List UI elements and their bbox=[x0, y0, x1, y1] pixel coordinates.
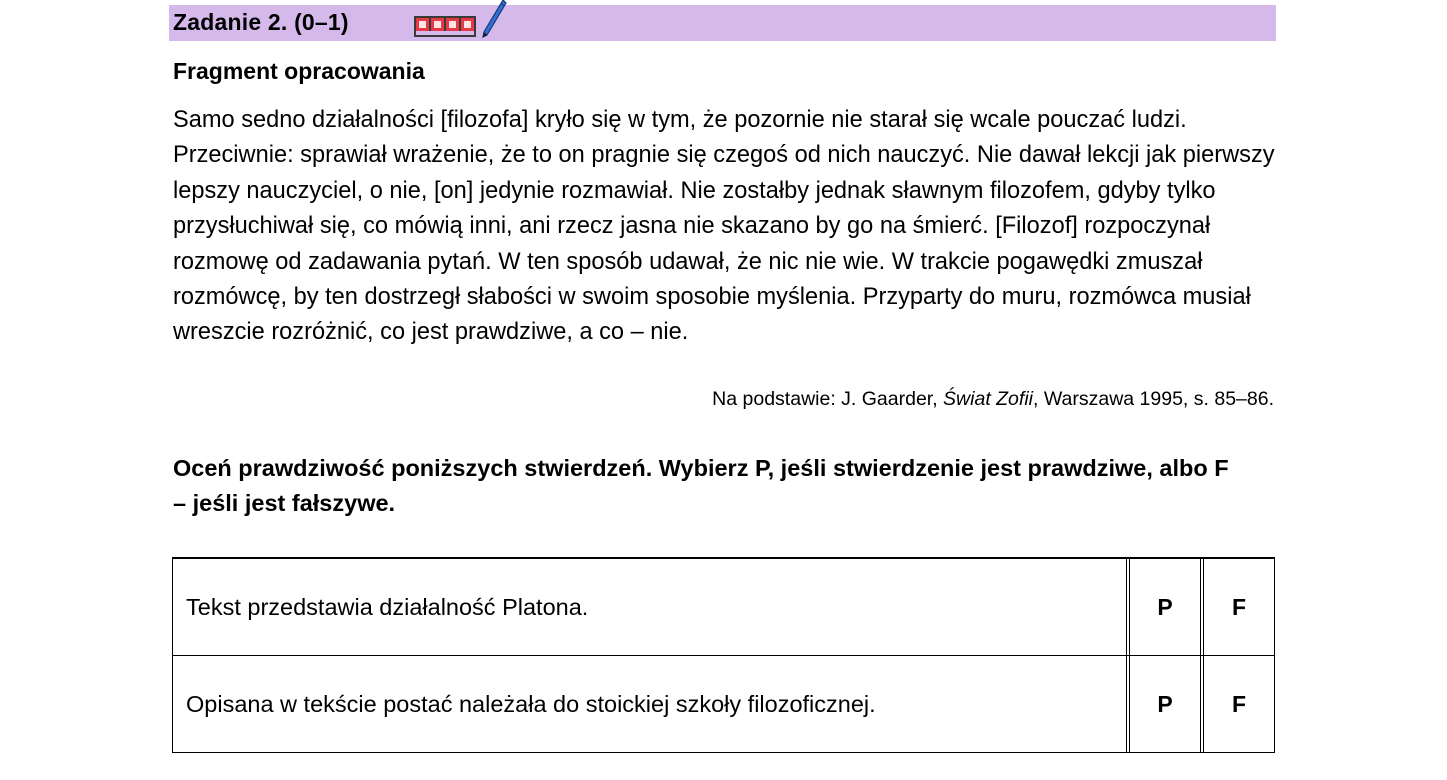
table-row bbox=[172, 656, 1275, 753]
score-box bbox=[446, 18, 461, 31]
source-citation bbox=[712, 388, 1274, 411]
false-option-2[interactable]: F bbox=[1203, 656, 1275, 753]
score-box bbox=[461, 18, 474, 31]
pen-icon bbox=[481, 0, 507, 39]
true-option-2[interactable]: P bbox=[1129, 656, 1201, 753]
score-box bbox=[416, 18, 431, 31]
passage-text: Samo sedno działalności [filozofa] kryło się w tym, że pozornie nie starał się wcale pouczać ludzi. Przeciwnie: sprawiał wrażenie, że to on pragnie się czegoś od nich nauczyć. Nie dawał lekcji jak pierwszy lepszy nauczyciel, o nie, [on] jedynie rozmawiał. Nie zostałby jednak sławnym filozofem, gdyby tylko przysłuchiwał się, co mówią inni, ani rzecz jasna nie skazano by go na śmierć. [Filozof] rozpoczynał rozmowę od zadawania pytań. W ten sposób udawał, że nic nie wie. W trakcie pogawędki zmuszał rozmówcę, by ten dostrzegł słabości w swoim sposobie myślenia. Przyparty do muru, rozmówca musiał wreszcie rozróżnić, co jest prawdziwe, a co – nie. bbox=[173, 107, 1275, 346]
statement-1: Tekst przedstawia działalność Platona. bbox=[172, 557, 1127, 656]
score-boxes-icon bbox=[414, 16, 476, 37]
source-prefix: Na podstawie: J. Gaarder, bbox=[712, 388, 944, 410]
score-box bbox=[431, 18, 446, 31]
task-title: Zadanie 2. (0–1) bbox=[173, 9, 349, 35]
source-suffix: , Warszawa 1995, s. 85–86. bbox=[1033, 388, 1274, 410]
true-false-table bbox=[172, 557, 1275, 753]
task-instruction: Oceń prawdziwość poniższych stwierdzeń. Wybierz P, jeśli stwierdzenie jest prawdziwe, albo F – jeśli jest fałszywe. bbox=[173, 455, 1229, 516]
fragment-title: Fragment opracowania bbox=[173, 58, 425, 84]
table-row bbox=[172, 557, 1275, 656]
source-book-title: Świat Zofii bbox=[943, 388, 1033, 410]
statement-2: Opisana w tekście postać należała do stoickiej szkoły filozoficznej. bbox=[172, 656, 1127, 753]
task-header bbox=[169, 5, 1276, 41]
false-option-1[interactable]: F bbox=[1203, 557, 1275, 656]
true-option-1[interactable]: P bbox=[1129, 557, 1201, 656]
